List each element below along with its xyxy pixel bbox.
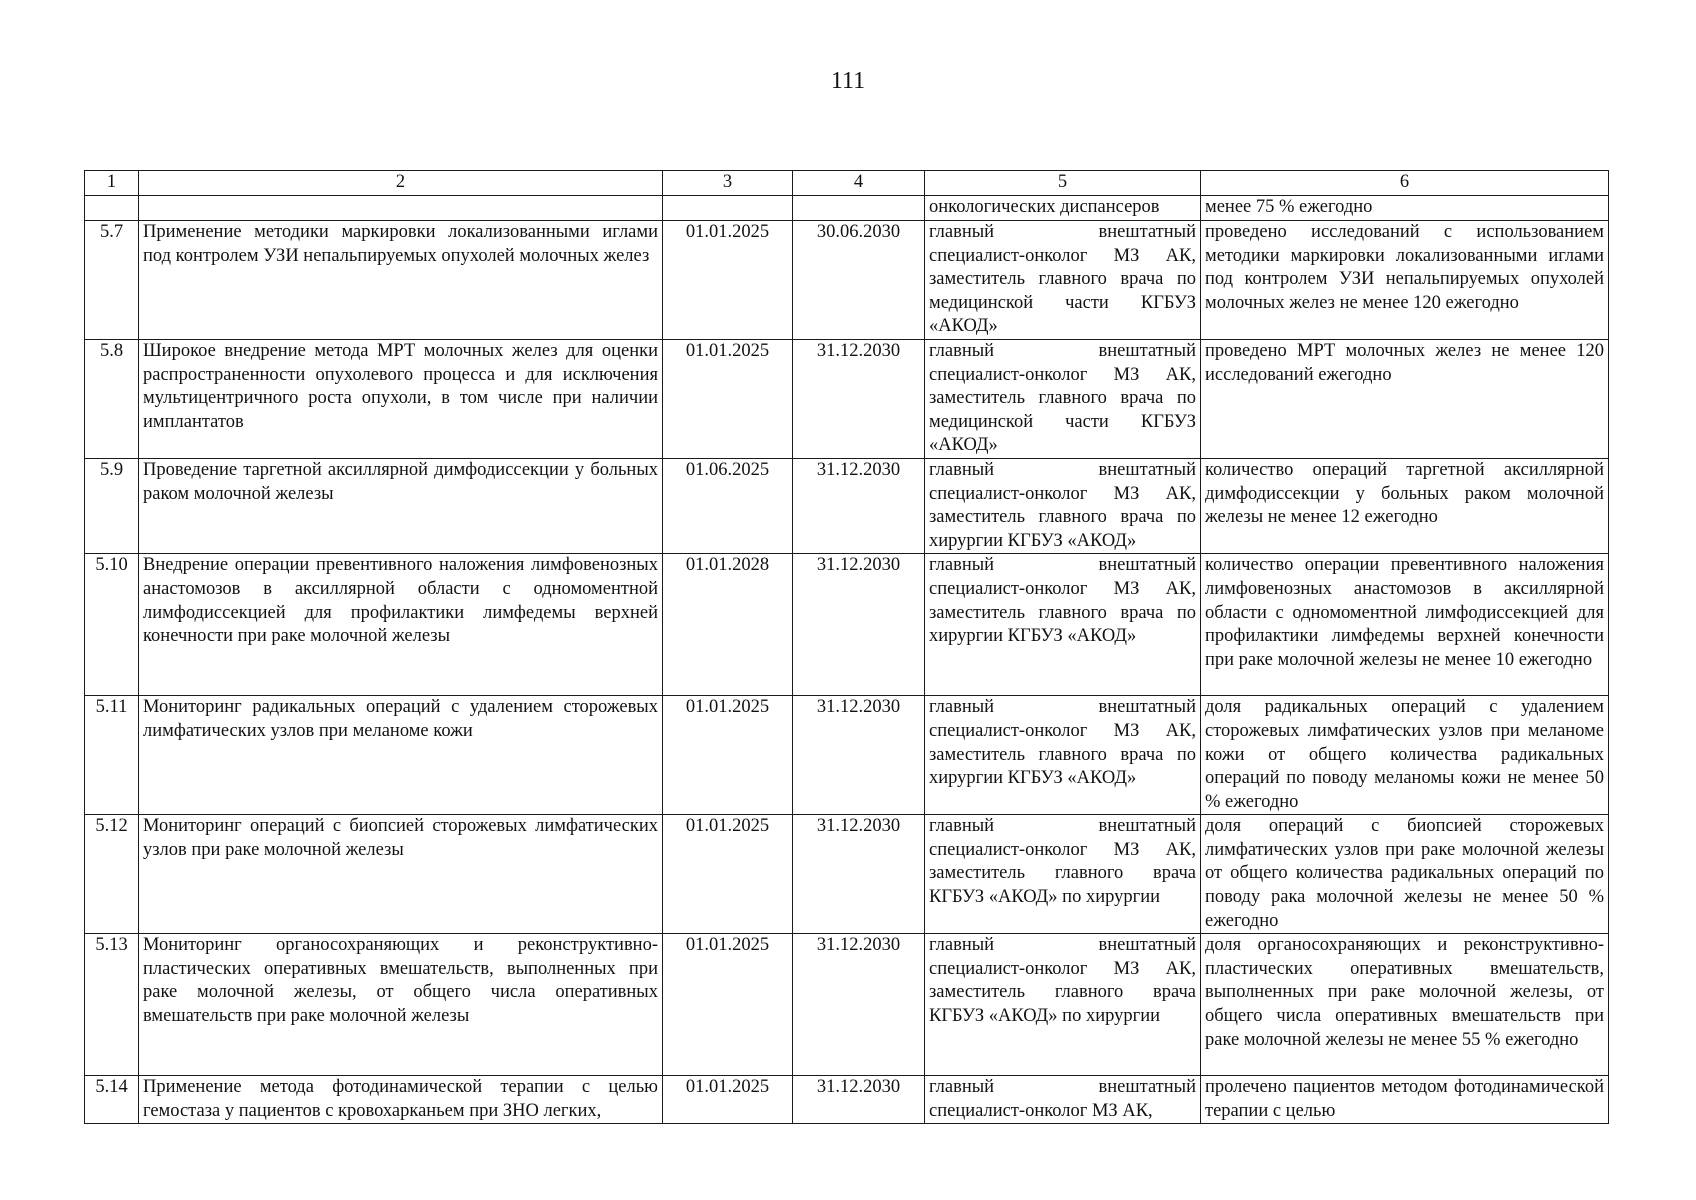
row-number: 5.12: [85, 815, 139, 934]
row-number: 5.10: [85, 554, 139, 696]
header-col-4: 4: [793, 171, 925, 196]
table-row: [85, 815, 1609, 934]
header-col-6: 6: [1201, 171, 1609, 196]
row-result: доля органосохраняющих и реконструктивно-пластических оперативных вмешательств, выполненных при раке молочной железы, от общего числа оперативных вмешательств при раке молочной железы не менее 55 % ежегодно: [1201, 934, 1609, 1076]
row-responsible: главный внештатный специалист-онколог МЗ АК, заместитель главного врача КГБУЗ «АКОД» по хирургии: [925, 934, 1201, 1076]
row-number: 5.13: [85, 934, 139, 1076]
header-row: [85, 171, 1609, 196]
row-result: количество операции превентивного наложения лимфовенозных анастомозов в аксиллярной области с одномоментной лимфодиссекцией для профилактики лимфедемы верхней конечности при раке молочной железы не менее 10 ежегодно: [1201, 554, 1609, 696]
row-activity: Мониторинг операций с биопсией сторожевых лимфатических узлов при раке молочной железы: [139, 815, 663, 934]
row-result: проведено МРТ молочных желез не менее 120 исследований ежегодно: [1201, 339, 1609, 458]
row-responsible: главный внештатный специалист-онколог МЗ АК, заместитель главного врача по хирургии КГБУЗ «АКОД»: [925, 696, 1201, 815]
row-result: доля операций с биопсией сторожевых лимфатических узлов при раке молочной железы от общего количества радикальных операций по поводу рака молочной железы не менее 50 % ежегодно: [1201, 815, 1609, 934]
row-result: количество операций таргетной аксиллярной димфодиссекции у больных раком молочной железы не менее 12 ежегодно: [1201, 458, 1609, 553]
row-number: 5.14: [85, 1076, 139, 1124]
header-col-2: 2: [139, 171, 663, 196]
row-number: 5.7: [85, 221, 139, 340]
row-activity: Проведение таргетной аксиллярной димфодиссекции у больных раком молочной железы: [139, 458, 663, 553]
row-activity: Применение методики маркировки локализованными иглами под контролем УЗИ непальпируемых опухолей молочных желез: [139, 221, 663, 340]
row-activity: Применение метода фотодинамической терапии с целью гемостаза у пациентов с кровохарканьем при ЗНО легких,: [139, 1076, 663, 1124]
row-end-date: 31.12.2030: [793, 934, 925, 1076]
row-responsible: главный внештатный специалист-онколог МЗ АК, заместитель главного врача по медицинской части КГБУЗ «АКОД»: [925, 339, 1201, 458]
row-end-date: 31.12.2030: [793, 815, 925, 934]
measures-table: [84, 170, 1609, 1124]
row-number: 5.8: [85, 339, 139, 458]
row-start-date: 01.01.2025: [663, 934, 793, 1076]
row-end-date: 31.12.2030: [793, 696, 925, 815]
row-activity: Широкое внедрение метода МРТ молочных желез для оценки распространенности опухолевого процесса и для исключения мультицентричного роста опухоли, в том числе при наличии имплантатов: [139, 339, 663, 458]
row-start-date: 01.01.2025: [663, 1076, 793, 1124]
row-start-date: 01.06.2025: [663, 458, 793, 553]
table-row: [85, 1076, 1609, 1124]
row-start-date: 01.01.2025: [663, 221, 793, 340]
row-responsible: главный внештатный специалист-онколог МЗ АК, заместитель главного врача по медицинской части КГБУЗ «АКОД»: [925, 221, 1201, 340]
table-row: [85, 221, 1609, 340]
row-activity: Внедрение операции превентивного наложения лимфовенозных анастомозов в аксиллярной области с одномоментной лимфодиссекцией для профилактики лимфедемы верхней конечности при раке молочной железы: [139, 554, 663, 696]
table-row: [85, 554, 1609, 696]
table-row: [85, 458, 1609, 553]
row-number: 5.11: [85, 696, 139, 815]
row-end-date: 31.12.2030: [793, 458, 925, 553]
row-responsible: главный внештатный специалист-онколог МЗ АК,: [925, 1076, 1201, 1124]
row-start-date: 01.01.2025: [663, 339, 793, 458]
row-activity: Мониторинг органосохраняющих и реконструктивно-пластических оперативных вмешательств, выполненных при раке молочной железы, от общего числа оперативных вмешательств при раке молочной железы: [139, 934, 663, 1076]
row-start-date: 01.01.2028: [663, 554, 793, 696]
row-start-date: 01.01.2025: [663, 815, 793, 934]
table-row: [85, 696, 1609, 815]
row-responsible: главный внештатный специалист-онколог МЗ АК, заместитель главного врача КГБУЗ «АКОД» по хирургии: [925, 815, 1201, 934]
row-end-date: 31.12.2030: [793, 554, 925, 696]
row-result: пролечено пациентов методом фотодинамической терапии с целью: [1201, 1076, 1609, 1124]
row-end-date: 30.06.2030: [793, 221, 925, 340]
row-result: доля радикальных операций с удалением сторожевых лимфатических узлов при меланоме кожи от общего количества радикальных операций по поводу меланомы кожи не менее 50 % ежегодно: [1201, 696, 1609, 815]
continuation-result: менее 75 % ежегодно: [1201, 196, 1609, 221]
table-row: [85, 934, 1609, 1076]
row-responsible: главный внештатный специалист-онколог МЗ АК, заместитель главного врача по хирургии КГБУЗ «АКОД»: [925, 554, 1201, 696]
header-col-3: 3: [663, 171, 793, 196]
continuation-responsible: онкологических диспансеров: [925, 196, 1201, 221]
row-end-date: 31.12.2030: [793, 339, 925, 458]
row-end-date: 31.12.2030: [793, 1076, 925, 1124]
row-responsible: главный внештатный специалист-онколог МЗ АК, заместитель главного врача по хирургии КГБУЗ «АКОД»: [925, 458, 1201, 553]
table-row: [85, 339, 1609, 458]
row-start-date: 01.01.2025: [663, 696, 793, 815]
row-number: 5.9: [85, 458, 139, 553]
row-result: проведено исследований с использованием методики маркировки локализованными иглами под контролем УЗИ непальпируемых опухолей молочных желез не менее 120 ежегодно: [1201, 221, 1609, 340]
continuation-row: [85, 196, 1609, 221]
row-activity: Мониторинг радикальных операций с удалением сторожевых лимфатических узлов при меланоме кожи: [139, 696, 663, 815]
header-col-5: 5: [925, 171, 1201, 196]
page-number: 111: [830, 68, 866, 94]
header-col-1: 1: [85, 171, 139, 196]
